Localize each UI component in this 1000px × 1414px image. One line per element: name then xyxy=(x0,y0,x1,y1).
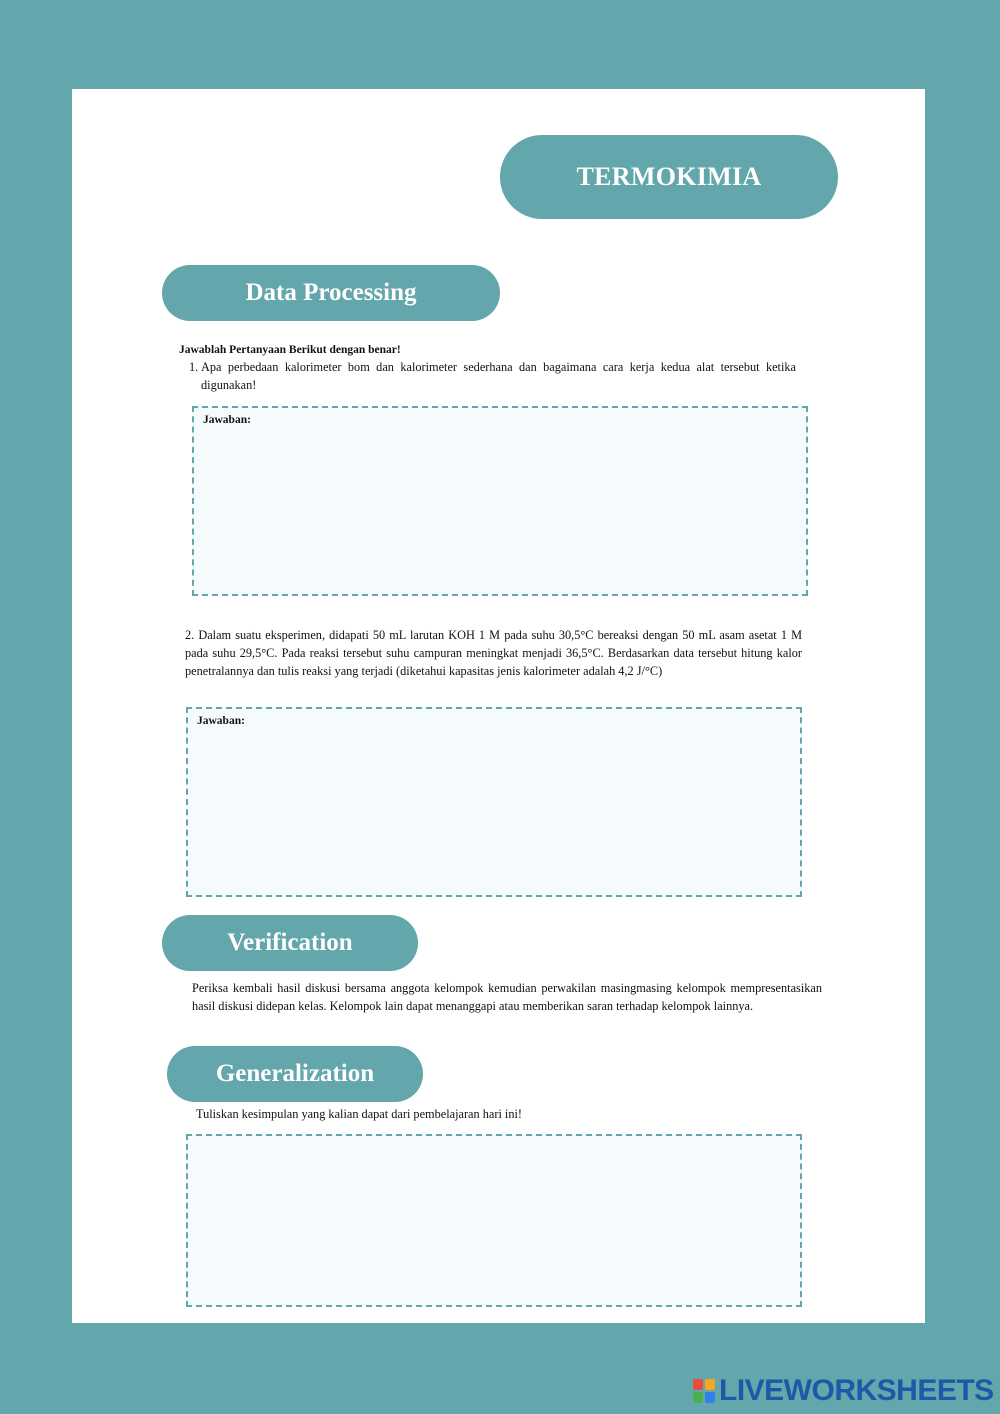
question-1 xyxy=(189,358,796,394)
section-heading-generalization: Generalization xyxy=(167,1046,423,1102)
answer-label-1: Jawaban: xyxy=(203,414,251,426)
answer-label-2: Jawaban: xyxy=(197,715,245,727)
liveworksheets-logo[interactable] xyxy=(693,1374,994,1408)
question-2-number: 2. xyxy=(185,628,195,642)
page-title: TERMOKIMIA xyxy=(500,135,838,219)
answer-box-conclusion[interactable] xyxy=(186,1134,802,1307)
answer-box-2[interactable] xyxy=(186,707,802,897)
verification-text: Periksa kembali hasil diskusi bersama anggota kelompok kemudian perwakilan masingmasing kelompok mempresentasikan hasil diskusi didepan kelas. Kelompok lain dapat menanggapi atau memberikan saran terhadap kelompok lainnya. xyxy=(192,981,822,1013)
section-heading-data-processing: Data Processing xyxy=(162,265,500,321)
liveworksheets-logo-text: LIVEWORKSHEETS xyxy=(719,1374,994,1407)
liveworksheets-logo-icon xyxy=(693,1379,715,1403)
generalization-text: Tuliskan kesimpulan yang kalian dapat dari pembelajaran hari ini! xyxy=(196,1107,523,1121)
instruction-text: Jawablah Pertanyaan Berikut dengan benar! xyxy=(179,344,401,356)
question-2-text: Dalam suatu eksperimen, didapati 50 mL larutan KOH 1 M pada suhu 30,5°C bereaksi dengan 50 mL asam asetat 1 M pada suhu 29,5°C. Pada reaksi tersebut suhu campuran meningkat menjadi 36,5°C. Berdasarkan data tersebut hitung kalor penetralannya dan tulis reaksi yang terjadi (diketahui kapasitas jenis kalorimeter adalah 4,2 J/°C) xyxy=(185,628,803,678)
question-1-number: 1. xyxy=(189,360,199,374)
answer-box-1[interactable] xyxy=(192,406,808,596)
question-1-text: Apa perbedaan kalorimeter bom dan kalorimeter sederhana dan bagaimana cara kerja kedua alat tersebut ketika digunakan! xyxy=(201,360,796,392)
question-2 xyxy=(185,626,802,680)
section-heading-verification: Verification xyxy=(162,915,418,971)
